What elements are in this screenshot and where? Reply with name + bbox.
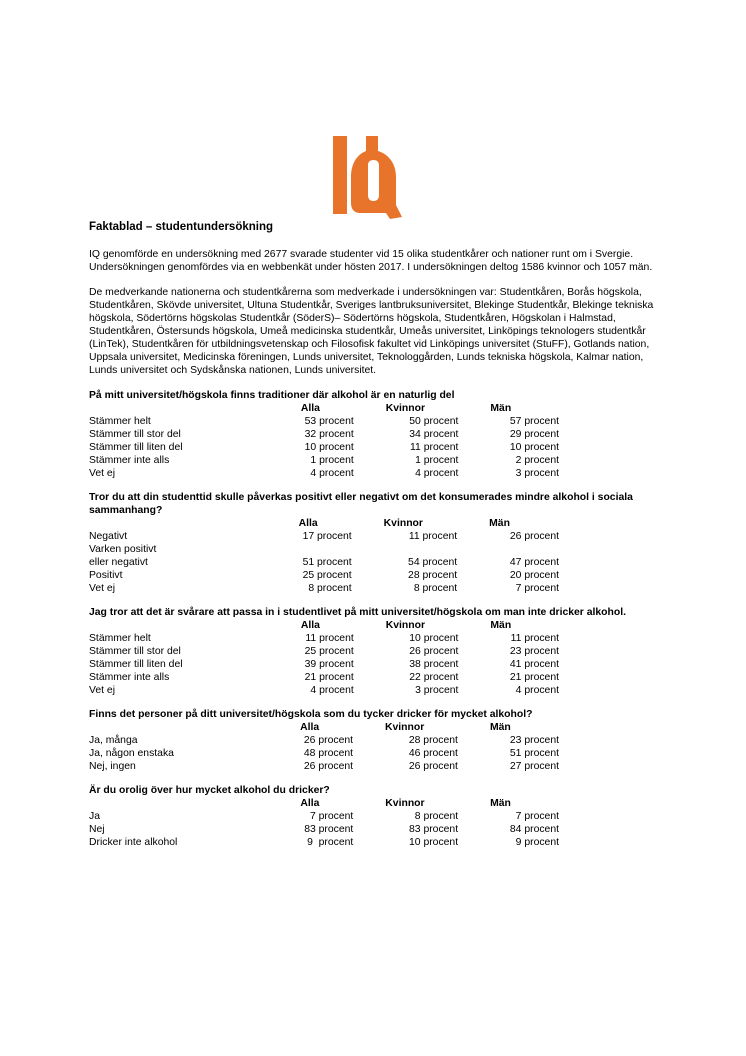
value-cell: 10 procent — [409, 837, 459, 848]
column-header: Män — [489, 518, 510, 529]
column-header: Kvinnor — [385, 722, 425, 733]
table-header-row — [89, 402, 559, 415]
value-cell: 10 procent — [409, 633, 459, 644]
column-header: Män — [490, 620, 512, 631]
value-cell: 47 procent — [509, 557, 559, 568]
table-row — [89, 467, 559, 480]
value-cell: 3 procent — [515, 468, 559, 479]
logo-letter-i — [333, 136, 347, 214]
table-row — [89, 454, 559, 467]
table-row — [89, 543, 559, 556]
value-cell: 11 procent — [410, 442, 459, 453]
row-label: Vet ej — [89, 685, 115, 696]
value-cell: 57 procent — [509, 416, 559, 427]
participants-paragraph: De medverkande nationerna och studentkårerna som medverkade i undersökningen var: Studentkåren, Borås högskola, Studentkåren, Skövde universitet, Ultuna Studentkår, Sveriges lantbruksuniversitet, Blekinge Studentkår, Blekinge tekniska högskola, Södertörns högskolas Studentkår (SöderS)– Södertörns högskola, Studentkåren, Högskolan i Halmstad, Studentkåren, Östersunds högskola, Umeå medicinska studentkår, Umeås universitet, Linköpings teknologers studentkår (LinTek), Studentkåren för utbildningsvetenskap och Filosofisk fakultet vid Linköpings universitet (StuFF), Gotlands nation, Uppsala universitet, Medicinska föreningen, Lunds universitet, Teknologgården, Lunds tekniska högskola, Kalmar nation, Lunds universitet och Sydskånska nationen, Lunds universitet. — [89, 287, 654, 376]
row-label: Stämmer till stor del — [89, 429, 181, 440]
value-cell: 21 procent — [509, 672, 559, 683]
row-label: Nej — [89, 824, 105, 835]
table-row — [89, 747, 559, 760]
iq-logo — [332, 135, 402, 221]
column-header: Kvinnor — [385, 798, 425, 809]
question-heading: Tror du att din studenttid skulle påverkas positivt eller negativt om det konsumerades mindre alkohol i sociala sammanhang? — [89, 492, 633, 516]
table-row — [89, 836, 559, 849]
row-label: Stämmer till liten del — [89, 442, 183, 453]
header-spacer — [89, 402, 301, 415]
row-label: Vet ej — [89, 468, 115, 479]
value-cell: 48 procent — [303, 748, 354, 759]
value-cell: 28 procent — [408, 735, 458, 746]
table-header-row — [89, 721, 559, 734]
table-row — [89, 530, 559, 543]
value-cell: 9 procent — [307, 837, 354, 848]
value-cell: 8 procent — [413, 583, 458, 594]
row-label: eller negativt — [89, 557, 148, 568]
row-label: Stämmer helt — [89, 633, 151, 644]
results-table — [89, 619, 559, 697]
results-table — [89, 797, 559, 849]
table-header-row — [89, 797, 559, 810]
value-cell: 39 procent — [304, 659, 354, 670]
row-label: Ja, många — [89, 735, 138, 746]
value-cell: 4 procent — [310, 685, 354, 696]
value-cell: 3 procent — [415, 685, 459, 696]
value-cell: 20 procent — [509, 570, 559, 581]
value-cell: 29 procent — [509, 429, 559, 440]
value-cell: 7 procent — [309, 811, 354, 822]
value-cell: 4 procent — [415, 468, 459, 479]
survey-results — [89, 389, 674, 849]
row-label: Stämmer inte alls — [89, 672, 170, 683]
value-cell: 26 procent — [509, 531, 559, 542]
value-cell: 10 procent — [304, 442, 354, 453]
value-cell: 26 procent — [303, 761, 354, 772]
value-cell: 28 procent — [408, 570, 458, 581]
value-cell: 25 procent — [304, 646, 354, 657]
value-cell: 4 procent — [515, 685, 559, 696]
column-header: Kvinnor — [383, 518, 423, 529]
results-table — [89, 517, 559, 595]
value-cell — [352, 543, 457, 556]
value-cell: 1 procent — [415, 455, 459, 466]
row-label: Nej, ingen — [89, 761, 136, 772]
value-cell: 26 procent — [408, 761, 458, 772]
row-label: Vet ej — [89, 583, 115, 594]
value-cell: 11 procent — [305, 633, 354, 644]
table-row — [89, 671, 559, 684]
value-cell: 53 procent — [304, 416, 354, 427]
header-spacer — [89, 721, 300, 734]
table-row — [89, 569, 559, 582]
column-header: Alla — [300, 403, 320, 414]
value-cell: 84 procent — [509, 824, 559, 835]
page-title: Faktablad – studentundersökning — [89, 221, 274, 233]
question-heading: Är du orolig över hur mycket alkohol du dricker? — [89, 785, 330, 796]
value-cell: 26 procent — [409, 646, 459, 657]
header-spacer — [89, 619, 301, 632]
intro-paragraph: IQ genomförde en undersökning med 2677 svarade studenter vid 15 olika studentkårer och nationer runt om i Svergie. Undersökningen genomfördes via en webbenkät under hösten 2017. I undersökningen deltog 1586 kvinnor och 1057 män. — [89, 249, 653, 273]
value-cell: 41 procent — [509, 659, 559, 670]
value-cell — [457, 543, 559, 556]
value-cell: 7 procent — [515, 583, 559, 594]
value-cell: 7 procent — [515, 811, 559, 822]
value-cell: 50 procent — [409, 416, 459, 427]
table-header-row — [89, 619, 559, 632]
value-cell: 22 procent — [409, 672, 459, 683]
fact-sheet — [89, 221, 674, 849]
row-label: Negativt — [89, 531, 128, 542]
value-cell: 46 procent — [408, 748, 458, 759]
row-label: Ja — [89, 811, 100, 822]
value-cell: 11 procent — [510, 633, 559, 644]
header-spacer — [89, 517, 299, 530]
question-heading: Finns det personer på ditt universitet/högskola som du tycker dricker för mycket alkohol? — [89, 709, 533, 720]
column-header: Män — [489, 722, 511, 733]
value-cell: 32 procent — [304, 429, 354, 440]
value-cell: 2 procent — [515, 455, 559, 466]
column-header: Kvinnor — [385, 620, 426, 631]
column-header: Kvinnor — [385, 403, 426, 414]
row-label: Stämmer till stor del — [89, 646, 181, 657]
table-row — [89, 684, 559, 697]
value-cell: 83 procent — [409, 824, 459, 835]
row-label: Positivt — [89, 570, 123, 581]
value-cell: 23 procent — [509, 646, 559, 657]
results-table — [89, 721, 559, 773]
value-cell: 8 procent — [308, 583, 352, 594]
table-header-row — [89, 517, 559, 530]
value-cell: 26 procent — [303, 735, 354, 746]
value-cell: 21 procent — [304, 672, 354, 683]
results-table — [89, 402, 559, 480]
value-cell: 23 procent — [509, 735, 559, 746]
value-cell — [299, 543, 352, 556]
table-row — [89, 658, 559, 671]
value-cell: 51 procent — [302, 557, 352, 568]
table-row — [89, 645, 559, 658]
column-header: Män — [490, 798, 511, 809]
table-row — [89, 428, 559, 441]
row-label: Varken positivt — [89, 544, 157, 555]
table-row — [89, 734, 559, 747]
value-cell: 54 procent — [408, 557, 458, 568]
value-cell: 9 procent — [515, 837, 559, 848]
value-cell: 11 procent — [408, 531, 458, 542]
table-row — [89, 582, 559, 595]
question-heading: Jag tror att det är svårare att passa in i studentlivet på mitt universitet/högskola om man inte dricker alkohol. — [89, 607, 627, 618]
column-header: Alla — [300, 722, 320, 733]
value-cell: 1 procent — [310, 455, 354, 466]
value-cell: 38 procent — [409, 659, 459, 670]
value-cell: 10 procent — [509, 442, 559, 453]
row-label: Stämmer inte alls — [89, 455, 170, 466]
value-cell: 51 procent — [509, 748, 559, 759]
row-label: Stämmer till liten del — [89, 659, 183, 670]
table-row — [89, 441, 559, 454]
table-row — [89, 760, 559, 773]
column-header: Alla — [300, 798, 320, 809]
row-label: Stämmer helt — [89, 416, 151, 427]
table-row — [89, 632, 559, 645]
value-cell: 25 procent — [302, 570, 352, 581]
column-header: Män — [490, 403, 512, 414]
column-header: Alla — [298, 518, 318, 529]
value-cell: 17 procent — [302, 531, 352, 542]
value-cell: 4 procent — [310, 468, 354, 479]
value-cell: 27 procent — [509, 761, 559, 772]
row-label: Ja, någon enstaka — [89, 748, 174, 759]
logo-letter-q-bottle — [351, 136, 402, 219]
header-spacer — [89, 797, 300, 810]
table-row — [89, 415, 559, 428]
question-heading: På mitt universitet/högskola finns traditioner där alkohol är en naturlig del — [89, 390, 455, 401]
table-row — [89, 556, 559, 569]
table-row — [89, 823, 559, 836]
value-cell: 34 procent — [409, 429, 459, 440]
value-cell: 83 procent — [304, 824, 354, 835]
column-header: Alla — [300, 620, 320, 631]
table-row — [89, 810, 559, 823]
row-label: Dricker inte alkohol — [89, 837, 178, 848]
value-cell: 8 procent — [414, 811, 459, 822]
